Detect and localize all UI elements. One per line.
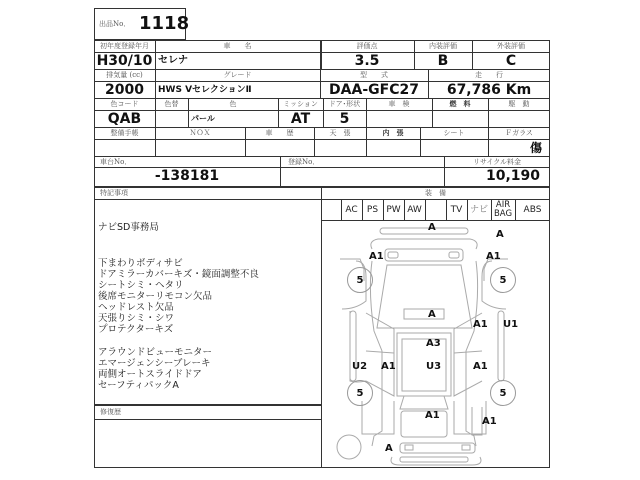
notes-line: ドアミラーカバーキズ・鏡面調整不良 (98, 269, 259, 280)
damage-left-rocker: U2 (352, 361, 368, 372)
color-value: パール (191, 114, 215, 123)
ceiling-label: 天 張 (329, 129, 351, 137)
exterior-label: 外装評価 (497, 42, 525, 50)
equip-airbag: AIR BAG (493, 200, 513, 219)
nox-label: ＮＯＸ (189, 129, 211, 137)
notes-label: 特記事項 (100, 189, 128, 197)
grade-value: HWS VセレクションⅡ (158, 85, 252, 95)
tire-front-left: 5 (347, 267, 373, 293)
equipment-label: 装 備 (425, 189, 446, 197)
car-name-label: 車 名 (223, 42, 252, 50)
notes-line: ナビSD事務局 (98, 222, 159, 233)
mileage-label: 走 行 (475, 71, 503, 79)
glass-value: 傷 (529, 141, 542, 155)
fuel-label: 燃 料 (449, 99, 471, 108)
tire-front-right: 5 (490, 267, 516, 293)
seat-label: シート (443, 129, 465, 137)
grade-label: グレード (223, 71, 252, 79)
history-label: 車 歴 (265, 129, 294, 137)
damage-front-bumper: A (428, 222, 436, 233)
recycle-label: リサイクル料金 (472, 158, 522, 166)
interior-value: B (437, 53, 449, 69)
damage-right-front-door: A1 (473, 319, 488, 330)
notes-line: 天張りシミ・シワ (98, 313, 175, 324)
repair-label: 修復歴 (100, 408, 121, 416)
color-label: 色 (229, 100, 237, 108)
car-name-value: セレナ (158, 55, 188, 66)
chassis-label: 車台No． (100, 158, 132, 166)
equip-aw: AW (407, 205, 422, 215)
reg-year-label: 初年度登録年月 (100, 42, 149, 50)
drive-label: 駆 動 (508, 100, 530, 108)
notes-line: セーフティパックA (98, 380, 179, 391)
doors-value: 5 (339, 111, 350, 127)
reg-year-value: H30/10 (96, 53, 153, 69)
score-label: 評価点 (356, 42, 378, 50)
equip-abs: ABS (523, 205, 542, 215)
damage-right-rocker: U1 (503, 319, 519, 330)
notes-line: アラウンドビューモニター (98, 347, 213, 358)
damage-roof: A3 (426, 338, 441, 349)
notes-line: 後席モニターリモコン欠品 (98, 291, 213, 302)
damage-front-right-fender: A1 (486, 251, 501, 262)
color-code-label: 色コード (110, 100, 139, 108)
upholstery-label: 内 張 (382, 128, 404, 137)
color-change-label: 色替 (164, 100, 179, 108)
recycle-value: 10,190 (485, 168, 540, 184)
equip-tv: TV (450, 205, 463, 215)
chassis-value: -138181 (154, 168, 220, 184)
glass-label: Ｆガラス (505, 129, 533, 137)
interior-label: 内装評価 (429, 42, 457, 50)
maintenance-label: 整備手帳 (110, 129, 139, 137)
transmission-label: ミッション (283, 100, 318, 108)
inspection-label: 車 検 (388, 100, 410, 108)
transmission-value: AT (290, 111, 311, 127)
model-value: DAA-GFC27 (329, 82, 419, 98)
damage-back-door: A1 (425, 410, 440, 421)
registration-label: 登録No． (288, 158, 320, 166)
notes-line: プロテクターキズ (98, 324, 174, 335)
equip-ps: PS (366, 205, 379, 215)
displacement-value: 2000 (105, 82, 144, 98)
color-code-value: QAB (107, 111, 142, 127)
damage-rear-bumper: A (385, 443, 393, 454)
notes-line: 両側オートスライドドア (98, 369, 202, 380)
mileage-value: 67,786 Km (446, 82, 532, 98)
lot-number: 1118 (139, 13, 190, 34)
displacement-label: 排気量 (cc) (106, 71, 143, 79)
exterior-value: C (505, 53, 517, 69)
doors-label: ドア･形状 (328, 100, 361, 108)
damage-front-left-fender: A1 (369, 251, 384, 262)
score-value: 3.5 (354, 53, 380, 69)
equip-navi: ナビ (469, 205, 488, 215)
lot-label: 出品No． (99, 20, 131, 28)
equip-ac: AC (345, 205, 358, 215)
lot-number-box (94, 8, 190, 40)
damage-left-rear-door: A1 (381, 361, 396, 372)
notes-line: エマージェンシーブレーキ (98, 358, 211, 369)
notes-line: 下まわりボディサビ (98, 258, 183, 269)
equip-pw: PW (386, 205, 401, 215)
notes-line: シートシミ・ヘタリ (98, 280, 184, 291)
damage-hood: A (428, 309, 436, 320)
tire-rear-left: 5 (347, 380, 373, 406)
damage-roof-rear: U3 (426, 361, 442, 372)
damage-rear-right-quarter: A1 (482, 416, 497, 427)
damage-right-rear-door: A1 (473, 361, 488, 372)
tire-rear-right: 5 (490, 380, 516, 406)
damage-front-right-corner: A (496, 229, 504, 240)
model-label: 型 式 (360, 71, 388, 79)
notes-line: ヘッドレスト欠品 (98, 302, 174, 313)
